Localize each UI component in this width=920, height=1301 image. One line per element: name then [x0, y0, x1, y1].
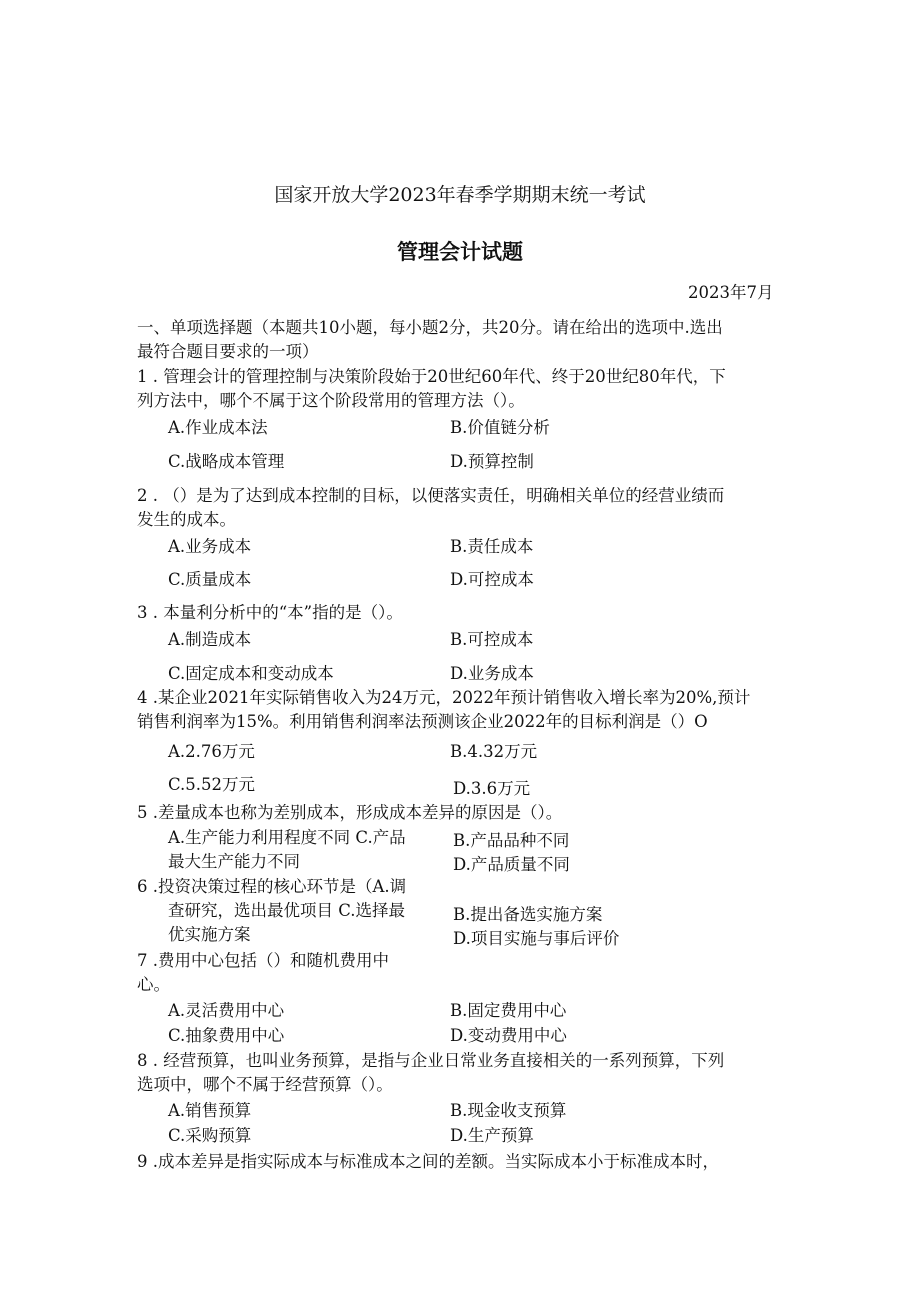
- answer-option: D.产品质量不同: [453, 855, 570, 874]
- answer-option: B.可控成本: [450, 630, 534, 649]
- answer-option: D.业务成本: [450, 664, 534, 683]
- question-text-line: 7 .费用中心包括（）和随机费用中: [137, 951, 389, 970]
- answer-option: C.抽象费用中心: [168, 1026, 285, 1045]
- answer-option: D.项目实施与事后评价: [453, 929, 620, 948]
- question-text-line: 2 . （）是为了达到成本控制的目标，以便落实责任，明确相关单位的经营业绩而: [137, 486, 725, 505]
- exam-subject-title: 管理会计试题: [397, 240, 523, 264]
- question-text-line: 最大生产能力不同: [168, 852, 300, 871]
- answer-option: D.变动费用中心: [450, 1026, 567, 1045]
- answer-option: B.现金收支预算: [450, 1101, 567, 1120]
- answer-option: C.质量成本: [168, 570, 252, 589]
- question-text-line: 销售利润率为15%。利用销售利润率法预测该企业2022年的目标利润是（）O: [137, 712, 708, 731]
- answer-option: A.制造成本: [168, 630, 252, 649]
- answer-option: B.4.32万元: [450, 742, 538, 761]
- answer-option: D.生产预算: [450, 1126, 534, 1145]
- question-text-line: 5 .差量成本也称为差别成本，形成成本差异的原因是（）。: [137, 803, 563, 822]
- question-text-line: 优实施方案: [168, 925, 251, 944]
- exam-date: 2023年7月: [688, 283, 774, 302]
- question-text-line: 8 . 经营预算，也叫业务预算，是指与企业日常业务直接相关的一系列预算，下列: [137, 1051, 725, 1070]
- answer-option: A.销售预算: [168, 1101, 252, 1120]
- question-text-line: 4 .某企业2021年实际销售收入为24万元，2022年预计销售收入增长率为20%,预计: [137, 688, 751, 707]
- answer-option: C.固定成本和变动成本: [168, 664, 334, 683]
- question-text-line: 最符合题目要求的一项）: [137, 342, 319, 361]
- question-text-line: 心。: [137, 975, 170, 994]
- question-text-line: 列方法中，哪个不属于这个阶段常用的管理方法（）。: [137, 391, 525, 410]
- question-text-line: 一、单项选择题（本题共10小题，每小题2分，共20分。请在给出的选项中.选出: [137, 318, 723, 337]
- answer-option: B.提出备选实施方案: [453, 905, 603, 924]
- question-text-line: 9 .成本差异是指实际成本与标准成本之间的差额。当实际成本小于标准成本时，: [137, 1152, 719, 1171]
- answer-option: D.3.6万元: [453, 779, 531, 798]
- answer-option: C.5.52万元: [168, 775, 256, 794]
- answer-option: A.2.76万元: [168, 742, 255, 761]
- question-text-line: 3 . 本量利分析中的“本”指的是（）。: [137, 603, 403, 622]
- answer-option: A.作业成本法: [168, 418, 268, 437]
- question-text-line: 发生的成本。: [137, 510, 236, 529]
- question-text-line: 1 . 管理会计的管理控制与决策阶段始于20世纪60年代、终于20世纪80年代，下: [137, 367, 726, 386]
- answer-option: C.采购预算: [168, 1126, 252, 1145]
- exam-header: 国家开放大学2023年春季学期期末统一考试: [274, 184, 646, 206]
- answer-option: C.战略成本管理: [168, 452, 285, 471]
- answer-option: B.责任成本: [450, 537, 534, 556]
- answer-option: A.灵活费用中心: [168, 1001, 285, 1020]
- answer-option: A.生产能力利用程度不同 C.产品: [168, 828, 406, 847]
- question-text-line: 查研究，选出最优项目 C.选择最: [168, 901, 406, 920]
- question-text-line: 6 .投资决策过程的核心环节是（A.调: [137, 877, 407, 896]
- answer-option: A.业务成本: [168, 537, 252, 556]
- answer-option: D.可控成本: [450, 570, 534, 589]
- answer-option: B.固定费用中心: [450, 1001, 567, 1020]
- answer-option: B.产品品种不同: [453, 831, 570, 850]
- answer-option: B.价值链分析: [450, 418, 550, 437]
- answer-option: D.预算控制: [450, 452, 534, 471]
- question-text-line: 选项中，哪个不属于经营预算（）。: [137, 1075, 393, 1094]
